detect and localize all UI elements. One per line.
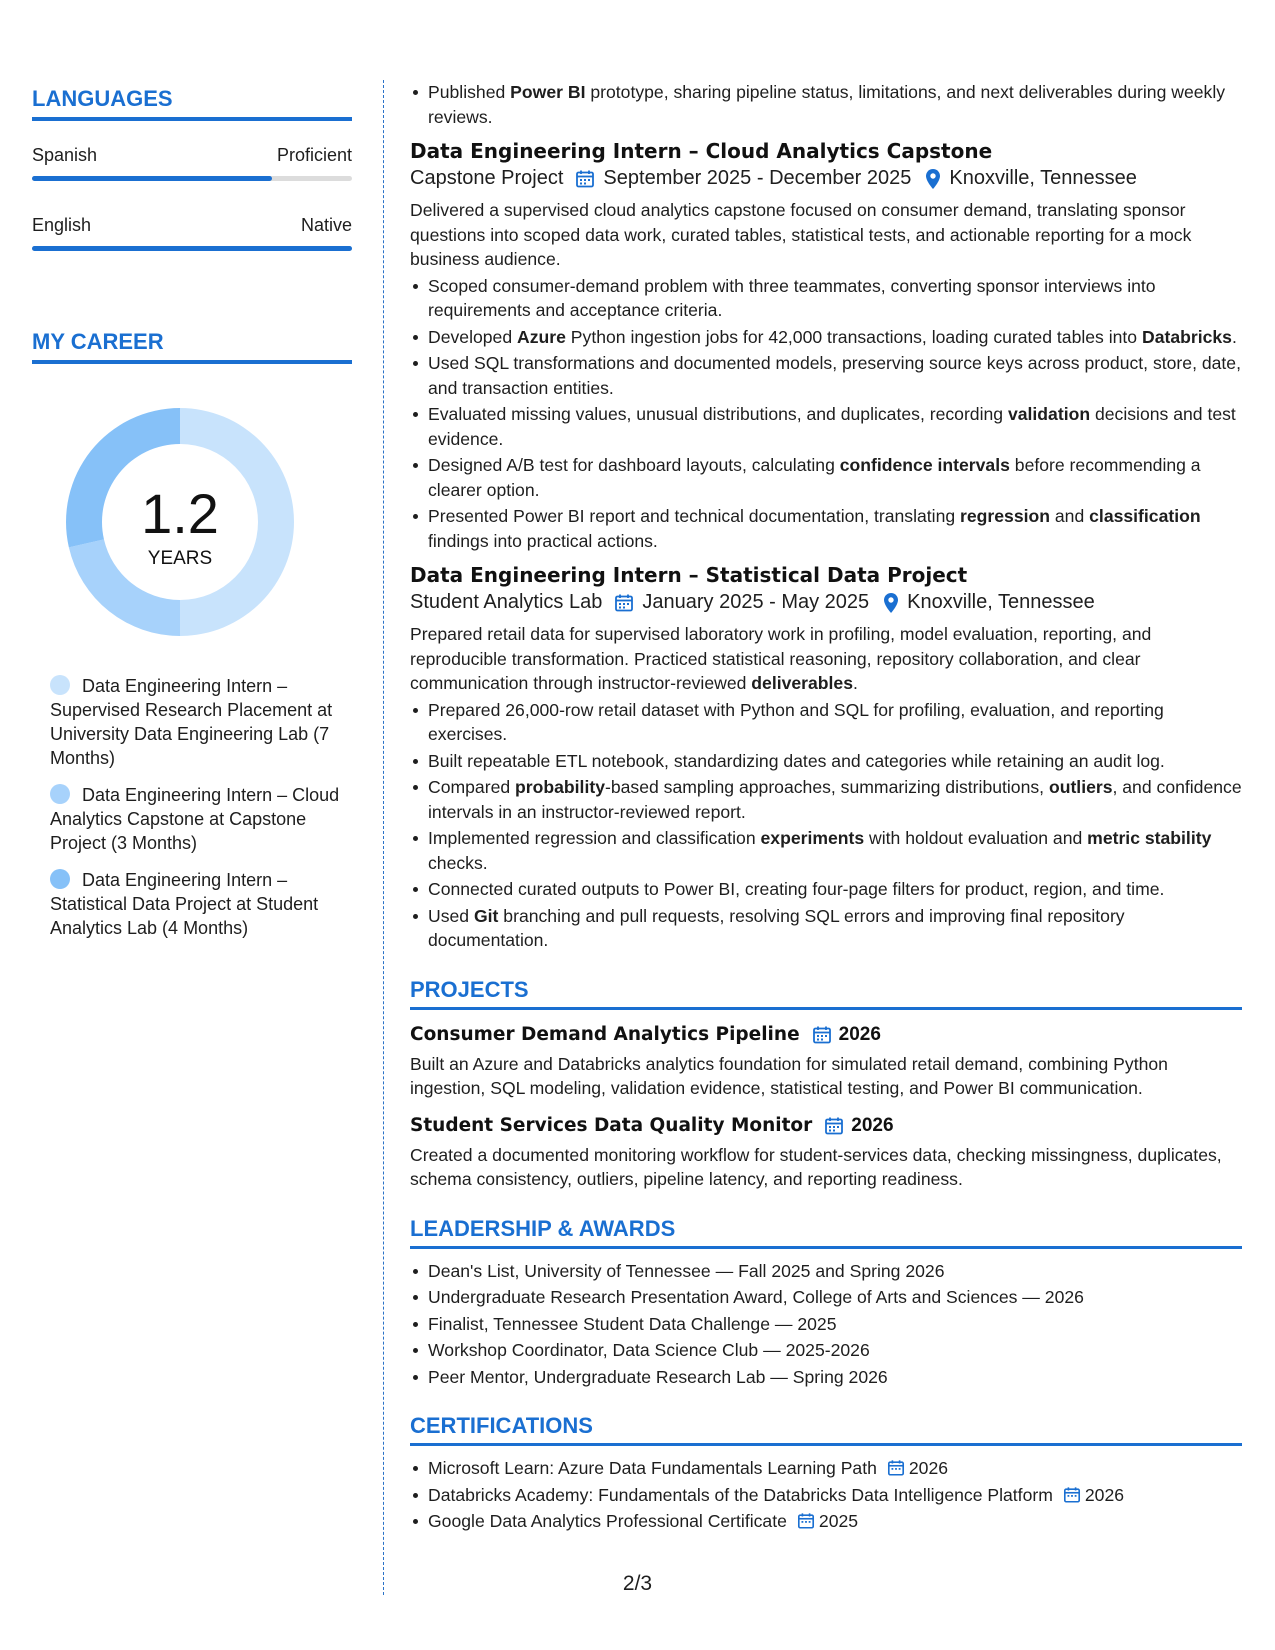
right-column [410, 80, 1242, 1536]
calendar-icon [824, 1116, 844, 1136]
language-item [32, 145, 352, 181]
job-bullets [410, 698, 1242, 953]
career-donut [66, 408, 294, 636]
calendar-icon [1063, 1486, 1081, 1504]
career-legend-item [50, 783, 340, 855]
location-pin-icon [925, 168, 941, 190]
job-meta [410, 167, 1242, 190]
certifications-list [410, 1456, 1242, 1534]
language-name: English [32, 215, 92, 235]
job-entry [410, 139, 1242, 553]
job-title: Data Engineering Intern – Cloud Analytics Capstone [410, 139, 993, 163]
job-entry [410, 563, 1242, 953]
certification-year: 2025 [818, 1511, 859, 1531]
language-name: Spanish [32, 145, 98, 165]
career-legend-item [50, 868, 340, 940]
bullet-item: Prepared 26,000-row retail dataset with Python and SQL for profiling, evaluation, and reporting exercises. [428, 698, 1242, 747]
language-bar [32, 176, 352, 181]
career-legend-item [50, 674, 340, 770]
project-entry [410, 1115, 1242, 1192]
legend-dot [50, 784, 70, 804]
leadership-item: Dean's List, University of Tennessee — Fall 2025 and Spring 2026 [428, 1259, 1242, 1284]
career-total-value: 1.2 [141, 482, 219, 545]
calendar-icon [887, 1459, 905, 1477]
leadership-title: LEADERSHIP & AWARDS [410, 1216, 1242, 1249]
job-summary: Prepared retail data for supervised laboratory work in profiling, model evaluation, reporting, and reproducible transformation. Practiced statistical reasoning, repository collaboration, and clear communication through instructor-reviewed deliverables. [410, 624, 1152, 693]
legend-label: Data Engineering Intern – Statistical Data Project at Student Analytics Lab (4 Months) [50, 870, 319, 938]
job-dates: September 2025 - December 2025 [603, 167, 912, 189]
column-divider [383, 80, 384, 1595]
job-summary: Delivered a supervised cloud analytics capstone focused on consumer demand, translating sponsor questions into scoped data work, curated tables, statistical tests, and actionable reporting for a mock business audience. [410, 200, 1192, 269]
certification-year: 2026 [908, 1458, 949, 1478]
project-entry [410, 1024, 1242, 1101]
leadership-item: Finalist, Tennessee Student Data Challenge — 2025 [428, 1312, 1242, 1337]
career-legend [50, 674, 340, 940]
language-bar-fill [32, 176, 272, 181]
career-title: MY CAREER [32, 329, 352, 364]
certification-name: Microsoft Learn: Azure Data Fundamentals Learning Path [428, 1458, 877, 1478]
calendar-icon [575, 169, 595, 189]
certification-item [428, 1509, 1242, 1534]
project-description: Built an Azure and Databricks analytics foundation for simulated retail demand, combining Python ingestion, SQL modeling, validation evidence, statistical testing, and Power BI communication. [410, 1053, 1168, 1098]
page-number: 2/3 [622, 1572, 653, 1595]
job-dates: January 2025 - May 2025 [642, 591, 870, 613]
certification-name: Google Data Analytics Professional Certificate [428, 1511, 787, 1531]
project-year: 2026 [838, 1023, 881, 1045]
bullet-item: Used Git branching and pull requests, resolving SQL errors and improving final repository documentation. [428, 904, 1242, 953]
certification-name: Databricks Academy: Fundamentals of the Databricks Data Intelligence Platform [428, 1484, 1053, 1505]
job-location: Knoxville, Tennessee [949, 167, 1137, 189]
job-org: Student Analytics Lab [410, 591, 603, 613]
bullet-item: Presented Power BI report and technical documentation, translating regression and classification findings into practical actions. [428, 504, 1242, 553]
certification-item [428, 1456, 1242, 1481]
leadership-item: Undergraduate Research Presentation Award, College of Arts and Sciences — 2026 [428, 1285, 1242, 1310]
project-year: 2026 [851, 1114, 894, 1136]
job-org: Capstone Project [410, 167, 564, 189]
bullet-item: Implemented regression and classification experiments with holdout evaluation and metric stability checks. [428, 826, 1242, 875]
languages-title: LANGUAGES [32, 86, 352, 121]
left-column [32, 86, 352, 953]
bullet-item: Designed A/B test for dashboard layouts, calculating confidence intervals before recommending a clearer option. [428, 453, 1242, 502]
bullet-item: Scoped consumer-demand problem with three teammates, converting sponsor interviews into requirements and acceptance criteria. [428, 274, 1242, 323]
bullet-item: Used SQL transformations and documented models, preserving source keys across product, store, date, and transaction entities. [428, 351, 1242, 400]
leadership-item: Peer Mentor, Undergraduate Research Lab — Spring 2026 [428, 1365, 1242, 1390]
job-meta [410, 591, 1242, 614]
bullet-item: Connected curated outputs to Power BI, creating four-page filters for product, region, and time. [428, 877, 1242, 902]
language-bar [32, 246, 352, 251]
job-title: Data Engineering Intern – Statistical Data Project [410, 563, 968, 587]
career-total-unit: YEARS [147, 548, 213, 569]
bullet-item: Published Power BI prototype, sharing pipeline status, limitations, and next deliverables during weekly reviews. [428, 80, 1242, 129]
certification-item [428, 1483, 1242, 1508]
calendar-icon [812, 1025, 832, 1045]
projects-title: PROJECTS [410, 977, 1242, 1010]
legend-dot [50, 869, 70, 889]
language-level: Native [300, 215, 352, 235]
job-bullets [410, 274, 1242, 554]
legend-label: Data Engineering Intern – Supervised Research Placement at University Data Engineering Lab (7 Months) [50, 676, 333, 768]
calendar-icon [614, 593, 634, 613]
language-item [32, 215, 352, 251]
project-name: Consumer Demand Analytics Pipeline [410, 1024, 800, 1045]
language-bar-fill [32, 246, 352, 251]
leadership-list [410, 1259, 1242, 1390]
bullet-item: Developed Azure Python ingestion jobs for 42,000 transactions, loading curated tables into Databricks. [428, 325, 1242, 350]
job-location: Knoxville, Tennessee [907, 591, 1095, 613]
legend-label: Data Engineering Intern – Cloud Analytics Capstone at Capstone Project (3 Months) [50, 785, 340, 853]
legend-dot [50, 675, 70, 695]
project-name: Student Services Data Quality Monitor [410, 1115, 813, 1136]
bullet-item: Built repeatable ETL notebook, standardizing dates and categories while retaining an audit log. [428, 749, 1242, 774]
calendar-icon [797, 1512, 815, 1530]
location-pin-icon [883, 592, 899, 614]
leadership-item: Workshop Coordinator, Data Science Club — 2025-2026 [428, 1338, 1242, 1363]
certifications-title: CERTIFICATIONS [410, 1413, 1242, 1446]
top-bullet-list [410, 80, 1242, 129]
bullet-item: Compared probability-based sampling approaches, summarizing distributions, outliers, and confidence intervals in an instructor-reviewed report. [428, 775, 1242, 824]
bullet-item: Evaluated missing values, unusual distributions, and duplicates, recording validation decisions and test evidence. [428, 402, 1242, 451]
language-level: Proficient [276, 145, 352, 165]
project-description: Created a documented monitoring workflow for student-services data, checking missingness, duplicates, schema consistency, outliers, pipeline latency, and reporting readiness. [410, 1144, 1222, 1189]
certification-year: 2026 [1084, 1484, 1125, 1505]
